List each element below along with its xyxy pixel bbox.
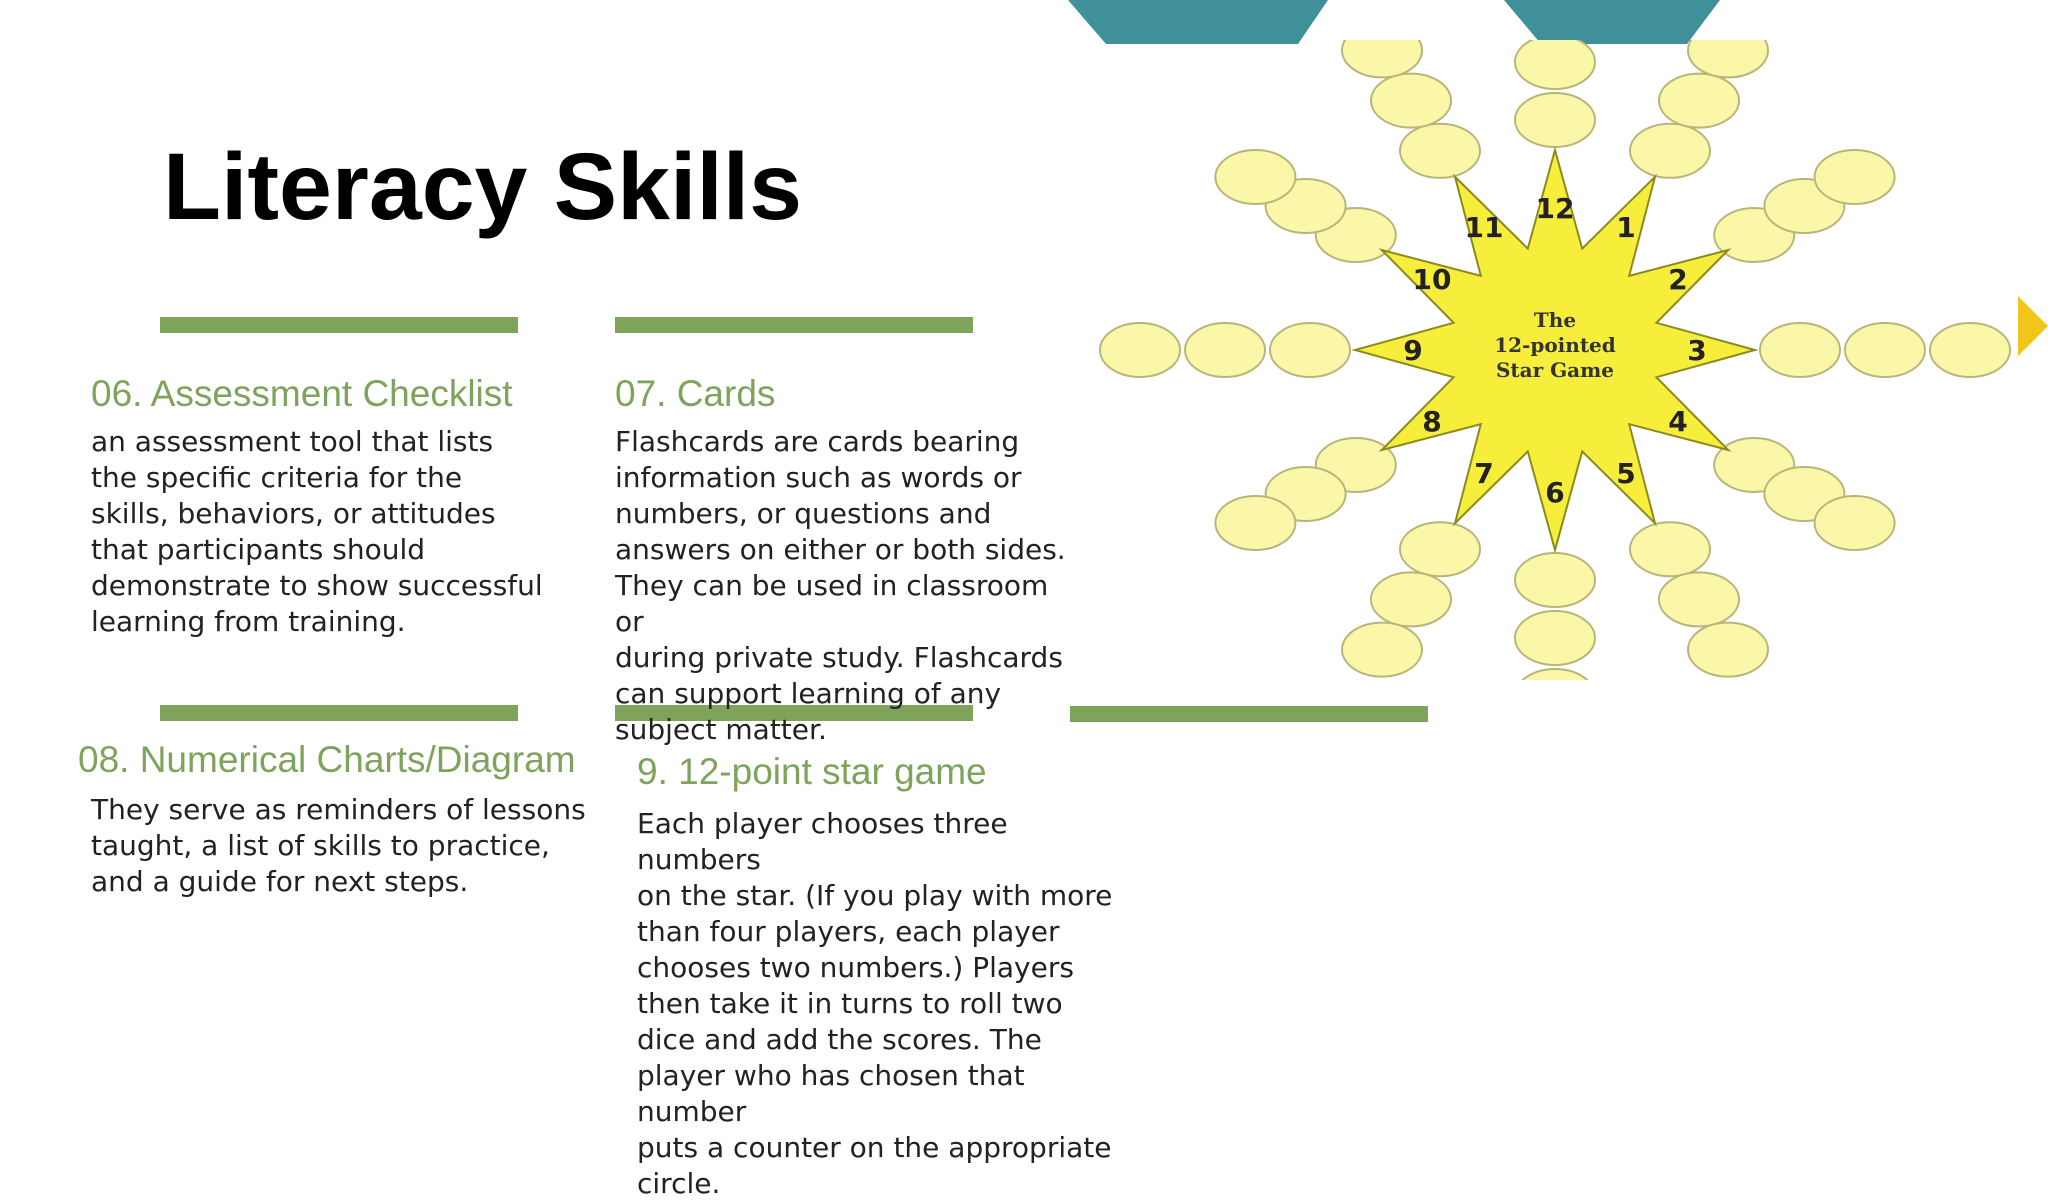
board-circle xyxy=(1845,323,1925,377)
board-circle xyxy=(1342,623,1422,677)
board-circle xyxy=(1100,323,1180,377)
star-point-number: 10 xyxy=(1412,263,1452,296)
board-circle xyxy=(1371,74,1451,128)
next-arrow-icon[interactable] xyxy=(2018,296,2048,356)
board-circle xyxy=(1815,150,1895,204)
board-circle xyxy=(1630,522,1710,576)
board-circle xyxy=(1630,124,1710,178)
star-point-number: 3 xyxy=(1687,334,1707,367)
board-circle xyxy=(1342,40,1422,77)
green-bar-section-06 xyxy=(160,317,518,333)
star-point-number: 6 xyxy=(1545,476,1565,509)
star-point-number: 7 xyxy=(1474,457,1494,490)
teal-trapezoid-real-left xyxy=(1068,0,1328,44)
board-circle xyxy=(1185,323,1265,377)
board-circle xyxy=(1400,124,1480,178)
board-circle xyxy=(1659,74,1739,128)
board-circle xyxy=(1815,496,1895,550)
star-point-number: 9 xyxy=(1403,334,1423,367)
board-circle xyxy=(1215,150,1295,204)
section-body-assessment-checklist: an assessment tool that lists the specific criteria for the skills, behaviors, or attitudes that participants should demonstrate to show successful learning from training. xyxy=(91,425,543,638)
star-center-text-line-2: 12-pointed xyxy=(1494,333,1616,357)
board-circle xyxy=(1400,522,1480,576)
board-circle xyxy=(1515,93,1595,147)
board-circle xyxy=(1215,496,1295,550)
board-circle xyxy=(1930,323,2010,377)
star-point-number: 8 xyxy=(1422,405,1442,438)
section-heading-assessment-checklist: 06. Assessment Checklist xyxy=(91,373,513,414)
green-bar-section-07 xyxy=(615,317,973,333)
star-point-number: 12 xyxy=(1535,192,1575,225)
green-bar-section-08 xyxy=(160,705,518,721)
slide-title: Literacy Skills xyxy=(163,134,802,240)
teal-top-decoration xyxy=(1068,0,1728,44)
board-circle xyxy=(1760,323,1840,377)
board-circle xyxy=(1688,623,1768,677)
star-point-number: 5 xyxy=(1616,457,1636,490)
star-point-number: 2 xyxy=(1668,263,1688,296)
section-heading-star-game: 9. 12-point star game xyxy=(637,751,987,792)
board-circle xyxy=(1515,611,1595,665)
board-circle xyxy=(1270,323,1350,377)
board-circle xyxy=(1371,572,1451,626)
star-point-number: 4 xyxy=(1668,405,1688,438)
section-heading-cards: 07. Cards xyxy=(615,373,776,414)
board-circle xyxy=(1515,40,1595,89)
board-circle xyxy=(1515,553,1595,607)
star-center-text-line-3: Star Game xyxy=(1495,358,1615,382)
board-circle xyxy=(1515,669,1595,680)
star-point-number: 1 xyxy=(1616,211,1636,244)
star-center-text-line-1: The xyxy=(1533,308,1577,332)
section-body-numerical-charts: They serve as reminders of lessons taught, a list of skills to practice, and a guide for next steps. xyxy=(91,793,586,898)
star-game-illustration xyxy=(1095,40,2025,680)
board-circle xyxy=(1688,40,1768,77)
section-body-cards: Flashcards are cards bearing information such as words or numbers, or questions and answers on either or both sides. They can be used in classroom or during private study. Flashcards can support learning of any subject matter. xyxy=(615,425,1066,746)
teal-trapezoid-real-right xyxy=(1504,0,1720,44)
green-bar-image-caption xyxy=(1070,706,1428,722)
star-point-number: 11 xyxy=(1464,211,1504,244)
section-heading-numerical-charts: 08. Numerical Charts/Diagram xyxy=(78,739,576,780)
board-circle xyxy=(1659,572,1739,626)
section-body-star-game: Each player chooses three numbers on the star. (If you play with more than four players, each player chooses two numbers.) Players then take it in turns to roll two dice and add the scores. The player who has chosen that number puts a counter on the appropriate circle. xyxy=(637,807,1113,1200)
